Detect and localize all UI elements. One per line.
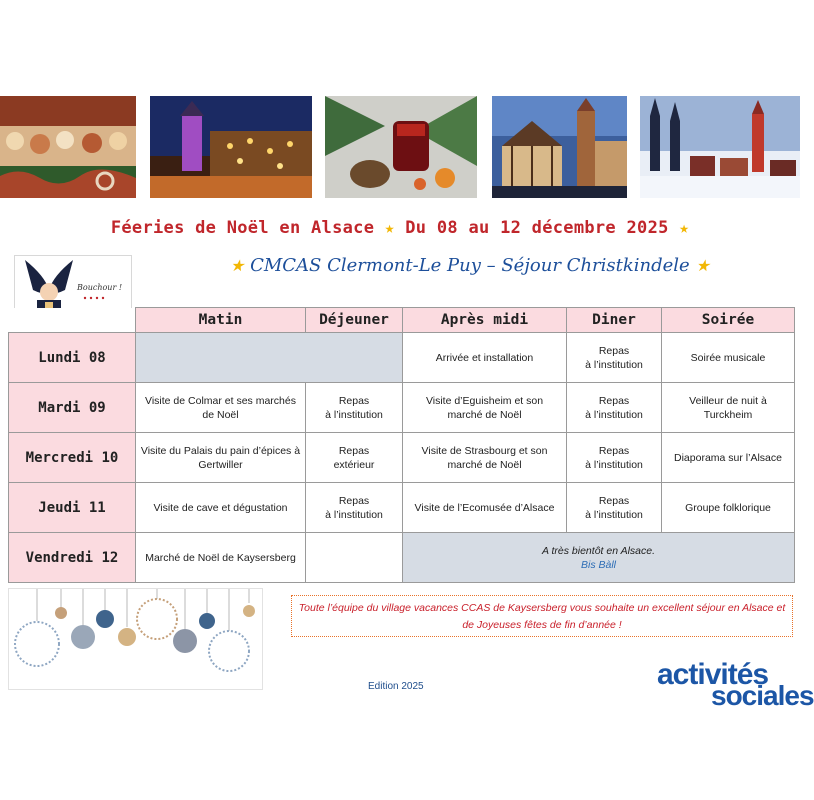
title-dates: Du 08 au 12 décembre 2025 bbox=[405, 218, 669, 238]
dejeuner-cell: Repas extérieur bbox=[306, 433, 403, 483]
farewell-alsatian-text: Bis Bàll bbox=[580, 558, 616, 571]
header-dejeuner: Déjeuner bbox=[306, 308, 403, 333]
footer-message: Toute l’équipe du village vacances CCAS de Kaysersberg vous souhaite un excellent séjour en Alsace et de Joyeuses fêtes de fin d’année ! bbox=[291, 595, 793, 637]
schedule-row-jeudi bbox=[9, 483, 795, 533]
soiree-cell: Veilleur de nuit à Turckheim bbox=[662, 383, 795, 433]
header-matin: Matin bbox=[136, 308, 306, 333]
matin-cell: Visite de cave et dégustation bbox=[136, 483, 306, 533]
day-label: Mercredi 10 bbox=[9, 433, 136, 483]
diner-cell: Repas à l’institution bbox=[567, 483, 662, 533]
pastry-stall-photo bbox=[0, 96, 136, 198]
schedule-row-mardi bbox=[9, 383, 795, 433]
matin-cell: Marché de Noël de Kaysersberg bbox=[136, 533, 306, 583]
subtitle-text: CMCAS Clermont-Le Puy – Séjour Christkindele bbox=[250, 255, 690, 276]
christmas-market-night-photo bbox=[150, 96, 312, 198]
snowy-town-photo bbox=[640, 96, 800, 198]
diner-cell: Repas à l’institution bbox=[567, 333, 662, 383]
header-apres-midi: Après midi bbox=[403, 308, 567, 333]
half-timbered-church-photo bbox=[492, 96, 627, 198]
ornaments-decoration bbox=[8, 588, 263, 690]
schedule-table bbox=[8, 307, 795, 583]
soiree-cell: Groupe folklorique bbox=[662, 483, 795, 533]
header-diner: Diner bbox=[567, 308, 662, 333]
diner-cell: Repas à l’institution bbox=[567, 433, 662, 483]
star-icon: ★ bbox=[695, 256, 710, 275]
photo-strip bbox=[0, 96, 800, 198]
brand-line2: sociales bbox=[711, 680, 814, 711]
apres-midi-cell: Visite d’Eguisheim et son marché de Noël bbox=[403, 383, 567, 433]
farewell-text: A très bientôt en Alsace. bbox=[541, 544, 656, 557]
schedule-row-lundi bbox=[9, 333, 795, 383]
day-label: Mardi 09 bbox=[9, 383, 136, 433]
schedule-header-row bbox=[9, 308, 795, 333]
empty-cell bbox=[136, 333, 403, 383]
farewell-cell bbox=[403, 533, 795, 583]
schedule-row-mercredi bbox=[9, 433, 795, 483]
day-label: Vendredi 12 bbox=[9, 533, 136, 583]
star-icon: ★ bbox=[679, 218, 690, 237]
mulled-wine-photo bbox=[325, 96, 477, 198]
apres-midi-cell: Visite de Strasbourg et son marché de Noël bbox=[403, 433, 567, 483]
dejeuner-cell: Repas à l’institution bbox=[306, 383, 403, 433]
header-corner bbox=[9, 308, 136, 333]
schedule-row-vendredi bbox=[9, 533, 795, 583]
star-icon: ★ bbox=[384, 218, 395, 237]
matin-cell: Visite du Palais du pain d’épices à Gertwiller bbox=[136, 433, 306, 483]
page-subtitle bbox=[230, 255, 730, 276]
matin-cell: Visite de Colmar et ses marchés de Noël bbox=[136, 383, 306, 433]
page-title bbox=[0, 218, 800, 238]
apres-midi-cell: Arrivée et installation bbox=[403, 333, 567, 383]
day-label: Lundi 08 bbox=[9, 333, 136, 383]
brand-line1: activités bbox=[657, 658, 769, 691]
apres-midi-cell: Visite de l’Ecomusée d’Alsace bbox=[403, 483, 567, 533]
dejeuner-cell bbox=[306, 533, 403, 583]
activites-sociales-logo bbox=[655, 658, 814, 711]
edition-label: Edition 2025 bbox=[368, 681, 424, 692]
christmas-baubles-icon bbox=[9, 589, 262, 689]
title-event: Féeries de Noël en Alsace bbox=[110, 218, 375, 238]
header-soiree: Soirée bbox=[662, 308, 795, 333]
diner-cell: Repas à l’institution bbox=[567, 383, 662, 433]
dejeuner-cell: Repas à l’institution bbox=[306, 483, 403, 533]
mascot-speech: Bouchour ! bbox=[77, 283, 123, 292]
soiree-cell: Soirée musicale bbox=[662, 333, 795, 383]
star-icon: ★ bbox=[230, 256, 245, 275]
day-label: Jeudi 11 bbox=[9, 483, 136, 533]
soiree-cell: Diaporama sur l’Alsace bbox=[662, 433, 795, 483]
